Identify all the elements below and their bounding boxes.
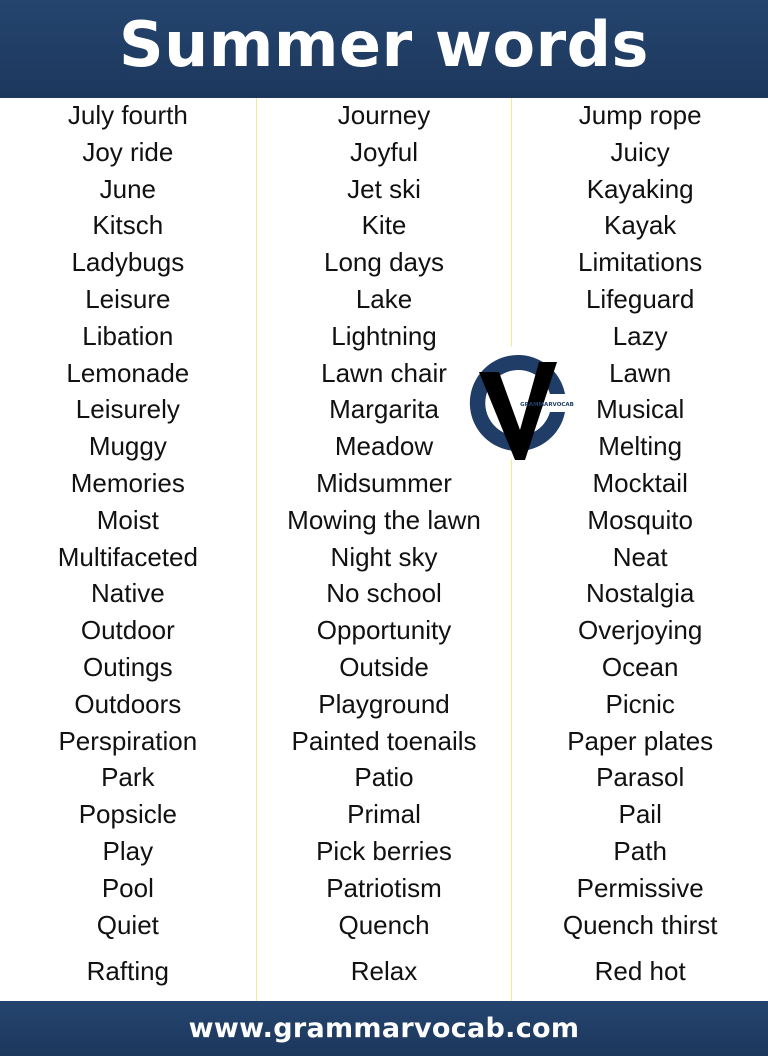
word-item: Outdoors [74,688,182,719]
word-item: Leisurely [75,394,180,425]
word-item: Libation [82,320,174,351]
word-item: Lazy [612,320,668,351]
word-item: Patriotism [326,872,442,903]
gv-logo-icon [461,344,579,462]
word-item: Rafting [86,956,170,986]
word-item: Native [90,578,165,609]
word-item: Relax [350,956,418,986]
word-item: Jet ski [347,173,421,204]
word-item: Multifaceted [57,541,198,572]
word-item: Opportunity [316,615,452,646]
title-banner [0,0,768,98]
word-item: Kayaking [586,173,694,204]
word-item: Margarita [329,394,439,425]
word-item: Ladybugs [71,247,185,278]
word-item: Limitations [578,247,703,278]
word-item: Parasol [596,762,685,793]
word-item: Red hot [594,956,686,986]
word-item: Mosquito [587,504,693,535]
word-item: Overjoying [578,615,703,646]
word-item: Popsicle [78,799,177,830]
word-item: Mowing the lawn [287,504,481,535]
word-item: Moist [96,504,159,535]
word-item: Kayak [604,210,677,241]
word-item: No school [326,578,442,609]
word-grid [0,98,768,1001]
word-item: Musical [596,394,685,425]
word-item: Leisure [85,284,171,314]
word-item: Joy ride [82,136,174,167]
word-item: Play [102,836,154,866]
word-item: Lake [355,284,413,314]
word-item: Neat [612,541,668,572]
word-item: Midsummer [316,468,452,498]
word-item: Journey [337,100,431,130]
word-item: Pick berries [316,836,452,866]
word-item: Park [101,762,155,793]
word-item: Lawn [609,357,672,388]
word-item: Night sky [330,541,438,572]
word-item: Muggy [88,431,167,462]
word-item: Quiet [96,909,159,940]
word-item: Lawn chair [321,357,447,388]
word-item: Lifeguard [585,284,695,314]
word-item: Kitsch [92,210,164,241]
word-item: Kite [361,210,407,241]
word-item: Memories [70,468,185,498]
word-item: Melting [598,431,683,462]
logo-text: GRAMMARVOCAB [520,402,574,408]
word-item: Perspiration [58,725,198,756]
word-item: Picnic [605,688,675,719]
word-item: Mocktail [592,468,688,498]
word-item: Jump rope [578,100,702,130]
word-column-3 [512,98,768,1001]
footer-url[interactable]: www.grammarvocab.com [188,1013,580,1044]
word-item: Outings [83,652,173,682]
word-item: Long days [324,247,444,278]
word-item: Lightning [331,320,437,351]
word-item: Lemonade [66,357,190,388]
word-item: Quench thirst [562,909,718,940]
word-item: Juicy [610,136,670,167]
word-item: Joyful [350,136,418,167]
word-item: Playground [318,688,450,719]
word-item: Meadow [334,431,434,462]
word-item: Path [613,836,667,866]
word-column-1 [0,98,257,1001]
word-item: June [99,173,157,204]
footer-banner [0,1001,768,1056]
word-item: Painted toenails [291,725,477,756]
word-item: Pail [618,799,662,830]
word-item: Patio [354,762,414,793]
word-item: Primal [347,799,421,830]
word-item: Paper plates [567,725,714,756]
page-title: Summer words [119,8,649,81]
word-item: Quench [338,909,430,940]
word-item: Permissive [576,872,704,903]
word-column-2 [257,98,513,1001]
word-item: Outside [339,652,429,682]
word-item: Outdoor [80,615,175,646]
word-item: Ocean [601,652,679,682]
word-item: July fourth [67,100,188,130]
word-item: Pool [101,872,154,903]
word-item: Nostalgia [585,578,695,609]
